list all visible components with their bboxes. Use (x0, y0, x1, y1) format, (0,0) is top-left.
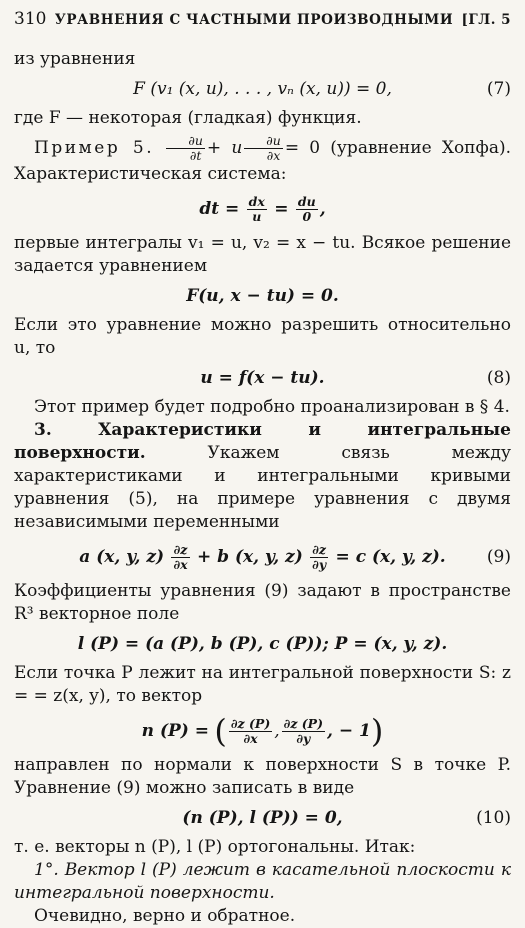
frac-numerator: du (297, 193, 316, 209)
eq9-b-term: + b (x, y, z) (196, 546, 303, 567)
equation-F-body: F(u, x − tu) = 0. (186, 285, 339, 306)
frac-numerator: ∂u (244, 134, 283, 149)
equation-F (14, 278, 511, 314)
char-tail: , (319, 198, 326, 219)
eqn-frac-1 (229, 717, 272, 746)
text-example-ref: Этот пример будет подробно проанализирован в § 4. (34, 397, 510, 417)
characteristic-system-body (14, 195, 511, 224)
eq9-c-term: = c (x, y, z). (335, 546, 446, 567)
frac-denominator: ∂t (189, 148, 202, 163)
text-coefficients: Коэффициенты уравнения (9) задают в пространстве R³ векторное поле (14, 581, 511, 624)
frac-numerator: ∂z (171, 543, 189, 558)
example-5-frac-2 (244, 134, 283, 163)
char-eq: = (274, 198, 289, 219)
running-title: УРАВНЕНИЯ С ЧАСТНЫМИ ПРОИЗВОДНЫМИ (54, 12, 454, 28)
frac-numerator: dx (248, 193, 265, 209)
equation-10-body: (n (P), l (P)) = 0, (182, 807, 343, 828)
frac-denominator: ∂y (312, 556, 327, 572)
eq9-frac-1 (171, 543, 189, 572)
equation-l (14, 626, 511, 662)
frac-numerator: ∂z (P) (283, 715, 323, 731)
equation-9-body (14, 543, 511, 572)
characteristic-system (14, 186, 511, 232)
eqn-frac-2 (282, 717, 325, 746)
text-solve: Если это уравнение можно разрешить относительно u, то (14, 315, 511, 358)
equation-8-number: (8) (486, 367, 511, 388)
text-orthogonal: т. е. векторы n (P), l (P) ортогональны. Итак: (14, 837, 416, 857)
equation-9-number: (9) (486, 546, 511, 567)
page-header (14, 8, 511, 30)
example-5-rest: = 0 (уравнение Хопфа). Характеристическая система: (14, 138, 511, 184)
text-point-P: Если точка P лежит на интегральной поверхности S: z = = z(x, y), то вектор (14, 663, 511, 706)
frac-denominator: ∂x (243, 730, 258, 746)
text-line-intro: из уравнения (14, 49, 136, 69)
eqn-paren-close: ) (370, 711, 384, 750)
example-5 (14, 134, 511, 186)
char-frac-1 (247, 195, 267, 224)
frac-denominator: ∂y (296, 730, 311, 746)
example-5-plus: + u (206, 138, 243, 158)
section-3-text: Укажем связь между характеристиками и интегральными кривыми уравнения (5), на примере уравнения с двумя независимыми переменными (14, 443, 512, 532)
char-frac-2 (296, 195, 318, 224)
example-5-label: Пример 5. (34, 138, 155, 158)
eqn-paren-open: ( (214, 711, 227, 750)
eq9-a-term: a (x, y, z) (79, 546, 165, 567)
statement-1: 1°. Вектор l (P) лежит в касательной плоскости к интегральной поверхности. (14, 860, 511, 903)
equation-7-number: (7) (486, 78, 511, 99)
frac-denominator: ∂x (173, 556, 188, 572)
text-line-function: где F — некоторая (гладкая) функция. (14, 108, 362, 128)
section-3 (14, 419, 511, 534)
example-5-frac-1 (166, 134, 205, 163)
equation-10 (14, 800, 511, 836)
section-3-title: 3. Характеристики и интегральные поверхности. (14, 420, 511, 463)
equation-8-body: u = f(x − tu). (200, 367, 325, 388)
equation-l-body: l (P) = (a (P), b (P), c (P)); P = (x, y, z). (77, 633, 448, 654)
equation-8 (14, 360, 511, 396)
eqn-left: n (P) = (141, 720, 209, 741)
equation-7-body: F (v₁ (x, u), . . . , vₙ (x, u)) = 0, (133, 78, 392, 99)
equation-n (14, 708, 511, 754)
char-dt: dt = (199, 198, 240, 219)
eqn-tail: , − 1 (327, 720, 371, 741)
frac-numerator: ∂z (310, 543, 328, 558)
equation-9 (14, 534, 511, 580)
text-converse: Очевидно, верно и обратное. (34, 906, 296, 926)
frac-numerator: ∂z (P) (230, 715, 271, 731)
equation-7 (14, 71, 511, 107)
eq9-frac-2 (310, 543, 328, 572)
equation-10-number: (10) (476, 807, 511, 828)
frac-numerator: ∂u (166, 134, 205, 149)
chapter-label: [ГЛ. 5 (461, 12, 511, 28)
text-normal: направлен по нормали к поверхности S в точке P. Уравнение (9) можно записать в виде (14, 755, 511, 798)
page-number: 310 (14, 9, 47, 29)
equation-n-body: n (P) = ( $\frac{\partial z (P)}{\partial x}$ , $\frac{\partial z (P)}{\partial y}$ , − 1) (141, 711, 384, 750)
frac-denominator: ∂x (266, 148, 281, 163)
frac-denominator: u (252, 208, 262, 224)
text-first-integrals: первые интегралы v₁ = u, v₂ = x − tu. Всякое решение задается уравнением (14, 233, 511, 276)
frac-denominator: 0 (302, 208, 312, 224)
